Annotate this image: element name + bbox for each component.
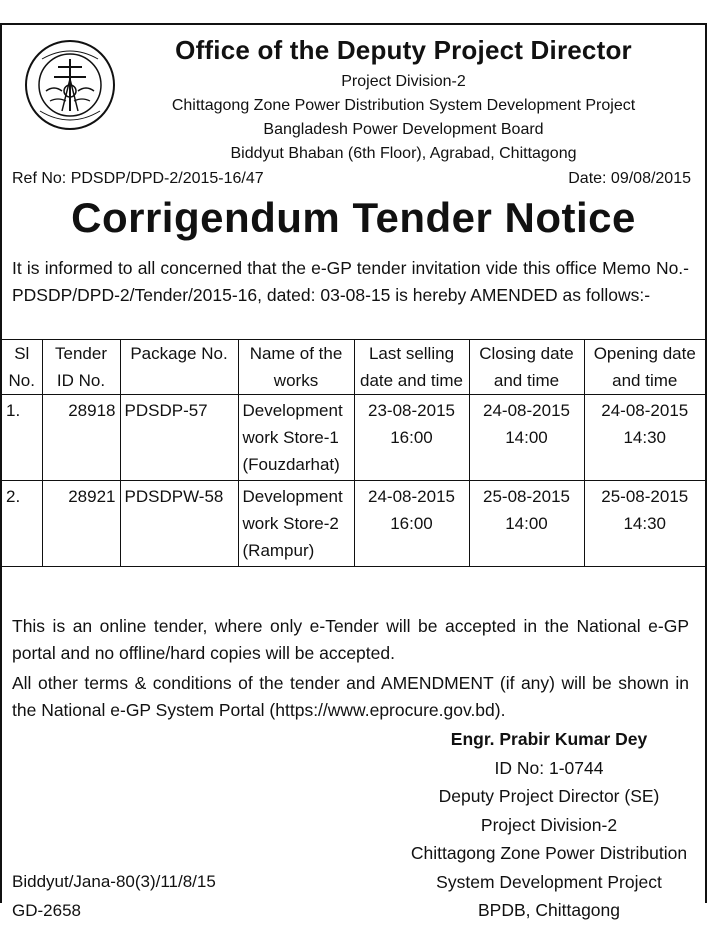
gd-number: GD-2658 bbox=[12, 897, 216, 925]
col-header-works: Name of the works bbox=[238, 340, 354, 395]
cell-works: Development work Store-1 (Fouzdarhat) bbox=[238, 395, 354, 481]
signatory-designation: Deputy Project Director (SE) bbox=[394, 782, 704, 811]
intro-paragraph: It is informed to all concerned that the e-GP tender invitation vide this office Memo No.-PDSDP/DPD-2/Tender/2015-16, dated: 03-08-15 is hereby AMENDED as follows:- bbox=[12, 255, 689, 309]
cell-closing: 25-08-2015 14:00 bbox=[469, 481, 584, 567]
reference-row bbox=[12, 170, 691, 188]
cell-package: PDSDP-57 bbox=[120, 395, 238, 481]
office-line: Biddyut Bhaban (6th Floor), Agrabad, Chittagong bbox=[102, 142, 705, 166]
cell-last-selling: 23-08-2015 16:00 bbox=[354, 395, 469, 481]
office-address bbox=[102, 70, 705, 166]
col-header-opening: Opening date and time bbox=[584, 340, 705, 395]
office-title: Office of the Deputy Project Director bbox=[102, 35, 705, 66]
cell-opening: 25-08-2015 14:30 bbox=[584, 481, 705, 567]
office-line: Project Division-2 bbox=[102, 70, 705, 94]
notice-title: Corrigendum Tender Notice bbox=[2, 194, 705, 242]
tender-table bbox=[2, 339, 705, 567]
col-header-package: Package No. bbox=[120, 340, 238, 395]
signatory-division: Project Division-2 bbox=[394, 811, 704, 840]
table-row bbox=[2, 395, 705, 481]
signatory-project-line: Chittagong Zone Power Distribution bbox=[394, 839, 704, 868]
col-header-last-selling: Last selling date and time bbox=[354, 340, 469, 395]
office-line: Chittagong Zone Power Distribution System Development Project bbox=[102, 94, 705, 118]
signature-block bbox=[394, 725, 704, 925]
table-row bbox=[2, 481, 705, 567]
cell-tender-id: 28921 bbox=[42, 481, 120, 567]
signatory-id: ID No: 1-0744 bbox=[394, 754, 704, 783]
office-line: Bangladesh Power Development Board bbox=[102, 118, 705, 142]
signatory-name: Engr. Prabir Kumar Dey bbox=[394, 725, 704, 754]
cell-last-selling: 24-08-2015 16:00 bbox=[354, 481, 469, 567]
letterhead bbox=[2, 25, 705, 165]
online-tender-note: This is an online tender, where only e-Tender will be accepted in the National e-GP portal and no offline/hard copies will be accepted. bbox=[12, 613, 689, 667]
ref-number: Ref No: PDSDP/DPD-2/2015-16/47 bbox=[12, 170, 264, 188]
signatory-project-line: System Development Project bbox=[394, 868, 704, 897]
terms-note: All other terms & conditions of the tender and AMENDMENT (if any) will be shown in the National e-GP System Portal (https://www.eprocure.gov.bd). bbox=[12, 670, 689, 724]
cell-works: Development work Store-2 (Rampur) bbox=[238, 481, 354, 567]
cell-package: PDSDPW-58 bbox=[120, 481, 238, 567]
cell-sl: 2. bbox=[2, 481, 42, 567]
notice-date: Date: 09/08/2015 bbox=[568, 170, 691, 188]
signatory-board: BPDB, Chittagong bbox=[394, 896, 704, 925]
notice-frame bbox=[0, 23, 707, 903]
col-header-tender-id: Tender ID No. bbox=[42, 340, 120, 395]
col-header-sl: Sl No. bbox=[2, 340, 42, 395]
cell-sl: 1. bbox=[2, 395, 42, 481]
cell-opening: 24-08-2015 14:30 bbox=[584, 395, 705, 481]
cell-closing: 24-08-2015 14:00 bbox=[469, 395, 584, 481]
col-header-closing: Closing date and time bbox=[469, 340, 584, 395]
memo-number: Biddyut/Jana-80(3)/11/8/15 bbox=[12, 868, 216, 897]
footer-memo-block bbox=[12, 868, 216, 925]
cell-tender-id: 28918 bbox=[42, 395, 120, 481]
table-header-row bbox=[2, 340, 705, 395]
